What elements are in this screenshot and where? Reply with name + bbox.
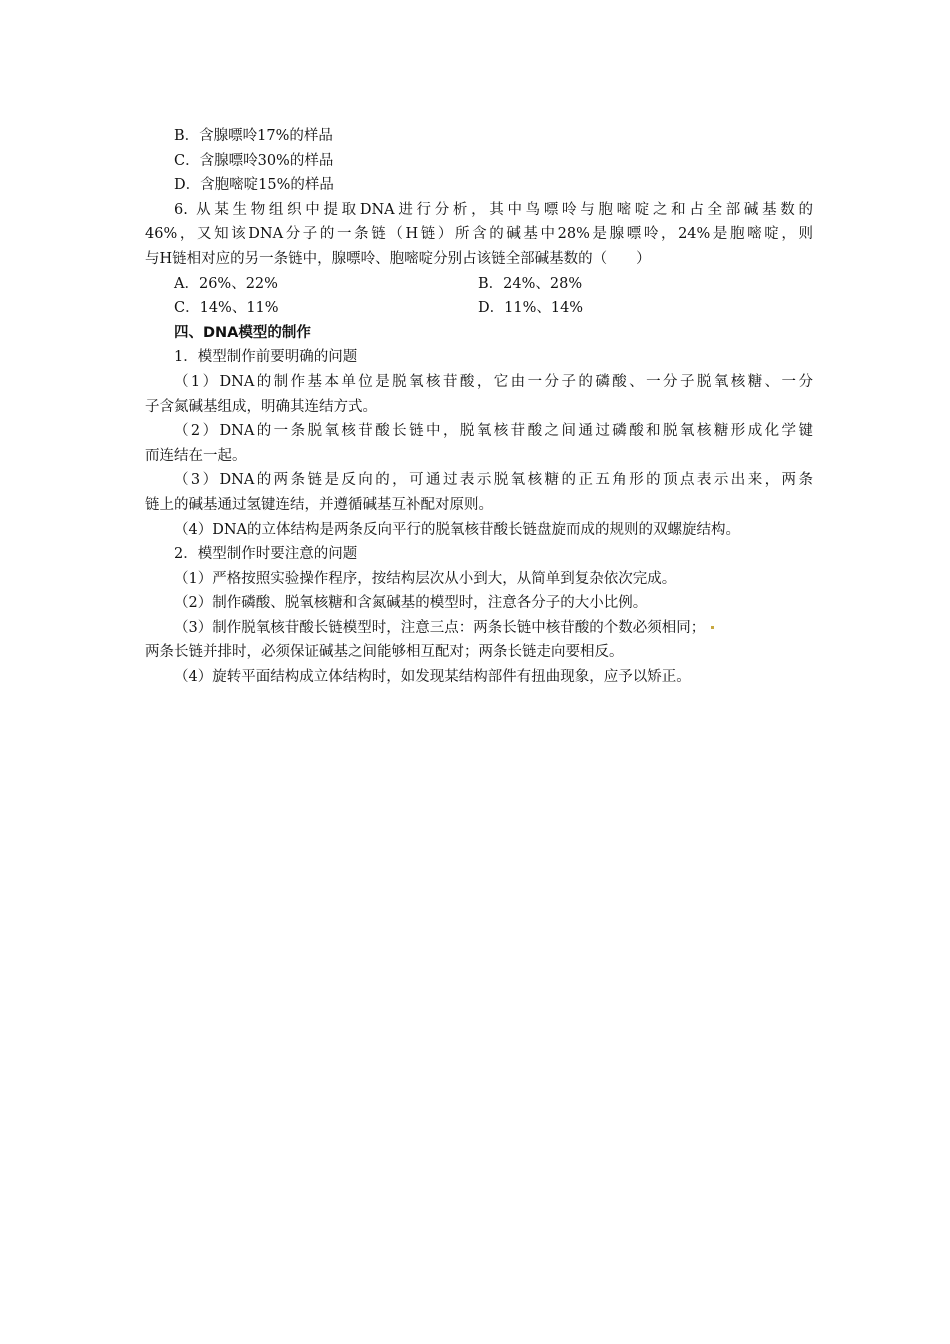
question6-options-row2 [145,296,813,321]
point1-line1: （1）DNA的制作基本单位是脱氧核苷酸，它由一分子的磷酸、一分子脱氧核糖、一分 [174,373,813,390]
question6-options-row1 [145,272,813,297]
point3-line1: （3）DNA的两条链是反向的，可通过表示脱氧核糖的正五角形的顶点表示出来，两条 [174,472,813,489]
subheading-1: 1．模型制作前要明确的问题 [174,349,358,366]
option-c-q5: C．含腺嘌呤30%的样品 [174,152,334,169]
subheading-2: 2．模型制作时要注意的问题 [174,546,358,563]
option-c-q6: C．14%、11% [174,300,279,317]
note3-line1: （3）制作脱氧核苷酸长链模型时，注意三点：两条长链中核苷酸的个数必须相同； [174,619,706,636]
option-a-q6: A．26%、22% [174,275,278,292]
note1: （1）严格按照实验操作程序，按结构层次从小到大，从简单到复杂依次完成。 [174,570,677,587]
option-d-q6: D．11%、14% [478,300,584,317]
note2: （2）制作磷酸、脱氧核糖和含氮碱基的模型时，注意各分子的大小比例。 [174,595,648,612]
note3-line1-wrap [145,616,813,641]
note3-line2: 两条长链并排时，必须保证碱基之间能够相互配对；两条长链走向要相反。 [145,644,624,661]
note4: （4）旋转平面结构成立体结构时，如发现某结构部件有扭曲现象，应予以矫正。 [174,669,691,686]
point2-line2: 而连结在一起。 [145,447,247,464]
document-page [145,124,813,690]
option-d-q5: D．含胞嘧啶15%的样品 [174,177,334,194]
point3-line2: 链上的碱基通过氢键连结，并遵循碱基互补配对原则。 [145,496,493,513]
option-b-q6: B．24%、28% [478,275,583,292]
point4: （4）DNA的立体结构是两条反向平行的脱氧核苷酸长链盘旋而成的规则的双螺旋结构。 [174,521,741,538]
point2-line1: （2）DNA的一条脱氧核苷酸长链中，脱氧核苷酸之间通过磷酸和脱氧核糖形成化学键 [174,423,813,440]
section-heading: 四、DNA模型的制作 [174,324,311,341]
point1-line2: 子含氮碱基组成，明确其连结方式。 [145,398,377,415]
question6-line2: 46%，又知该DNA分子的一条链（H链）所含的碱基中28%是腺嘌呤，24%是胞嘧啶，则 [145,226,813,243]
question6-line3: 与H链相对应的另一条链中，腺嘌呤、胞嘧啶分别占该链全部碱基数的（ ） [145,250,651,267]
question6-line1: 6. 从某生物组织中提取DNA进行分析，其中鸟嘌呤与胞嘧啶之和占全部碱基数的 [174,201,813,218]
decorative-dot-icon [711,626,714,629]
option-b-q5: B．含腺嘌呤17%的样品 [174,128,333,144]
